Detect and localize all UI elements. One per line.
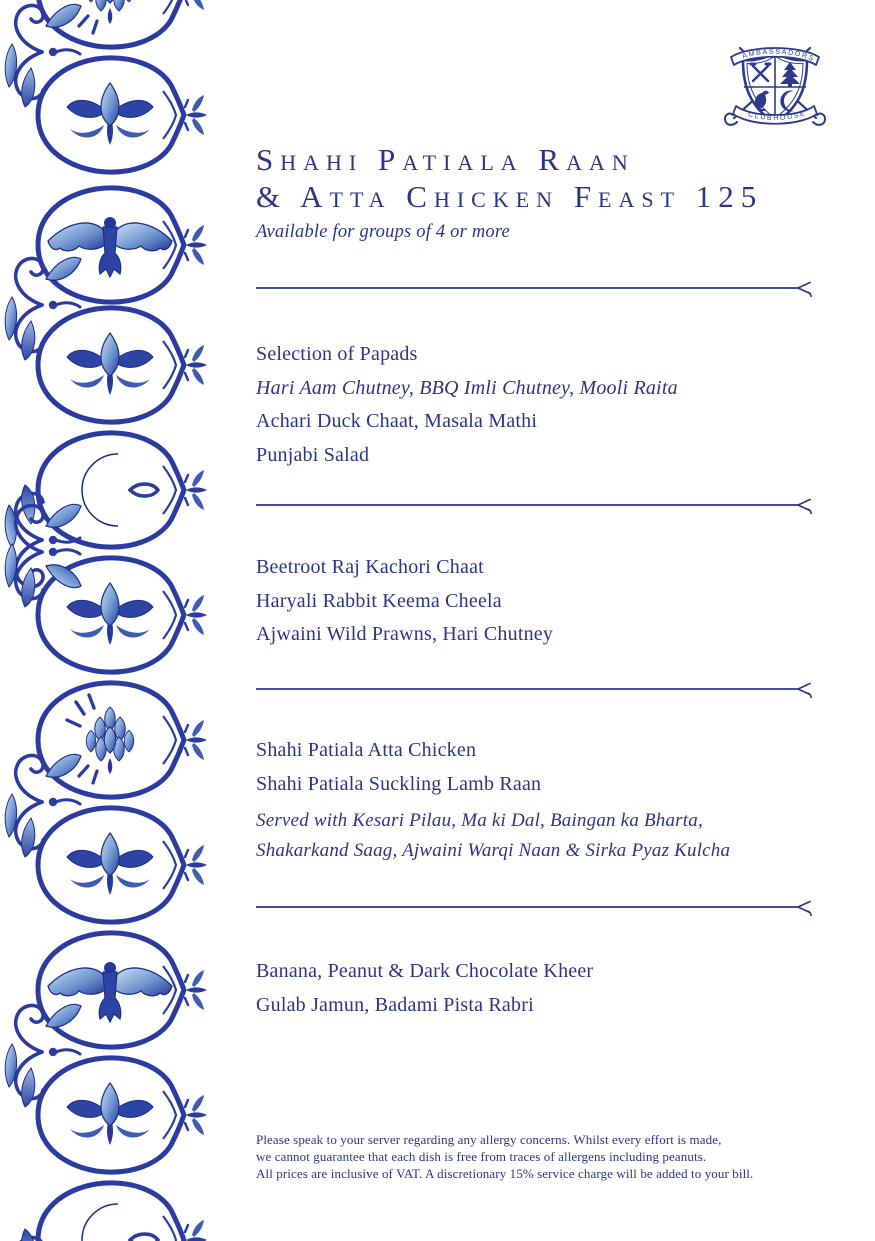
menu-section-desserts [256, 955, 841, 1022]
crest-bottom-banner-text: CLUBHOUSE [747, 109, 808, 123]
lotus-flower-icon [67, 1083, 153, 1145]
dish-item: Gulab Jamun, Badami Pista Rabri [256, 993, 534, 1016]
menu-header [256, 141, 836, 243]
section-divider [256, 680, 816, 698]
crest-top-banner-text: AMBASSADORS [741, 48, 816, 64]
border-frames [38, 0, 207, 1241]
fineprint-line: All prices are inclusive of VAT. A discretionary 15% service charge will be added to your bill. [256, 1166, 754, 1182]
section-divider [256, 496, 816, 514]
menu-section-papads [256, 338, 841, 472]
dish-item: Selection of Papads [256, 343, 418, 365]
menu-subtitle: Available for groups of 4 or more [256, 222, 510, 242]
mains-accompaniments-note [256, 806, 841, 866]
lotus-flower-icon [67, 833, 153, 895]
menu-section-starters [256, 551, 841, 652]
note-line: Served with Kesari Pilau, Ma ki Dal, Baingan ka Bharta, [256, 810, 703, 831]
menu-section-mains [256, 734, 841, 866]
dish-item: Haryali Rabbit Keema Cheela [256, 589, 502, 612]
lotus-flower-icon [67, 583, 153, 645]
lotus-flower-icon [67, 333, 153, 395]
page-title-line1: Shahi Patiala Raan [256, 142, 635, 177]
border-vines [5, 4, 81, 1241]
dish-item: Achari Duck Chaat, Masala Mathi [256, 410, 538, 432]
dish-item: Ajwaini Wild Prawns, Hari Chutney [256, 623, 554, 645]
section-divider [256, 898, 816, 916]
pinecone-flower-icon [67, 695, 134, 783]
dish-item: Shahi Patiala Atta Chicken [256, 739, 477, 761]
fineprint-line: we cannot guarantee that each dish is free from traces of allergens including peanuts. [256, 1149, 707, 1165]
ornamental-border [0, 0, 215, 1241]
dish-item: Shahi Patiala Suckling Lamb Raan [256, 772, 542, 795]
allergy-notice [256, 1131, 776, 1183]
club-crest-logo [712, 30, 838, 142]
page-title-line2: & Atta Chicken Feast 125 [256, 179, 764, 214]
fineprint-line: Please speak to your server regarding any allergy concerns. Whilst every effort is made, [256, 1132, 722, 1147]
dish-item: Banana, Peanut & Dark Chocolate Kheer [256, 960, 594, 982]
lotus-flower-icon [67, 83, 153, 145]
crescent-moon-icon [82, 454, 158, 526]
dish-item: Hari Aam Chutney, BBQ Imli Chutney, Mooli Raita [256, 376, 678, 399]
section-divider [256, 279, 816, 297]
crescent-moon-icon [82, 1204, 158, 1241]
dish-item: Beetroot Raj Kachori Chaat [256, 556, 484, 578]
dish-item: Punjabi Salad [256, 443, 370, 466]
note-line: Shakarkand Saag, Ajwaini Warqi Naan & Sirka Pyaz Kulcha [256, 840, 731, 861]
